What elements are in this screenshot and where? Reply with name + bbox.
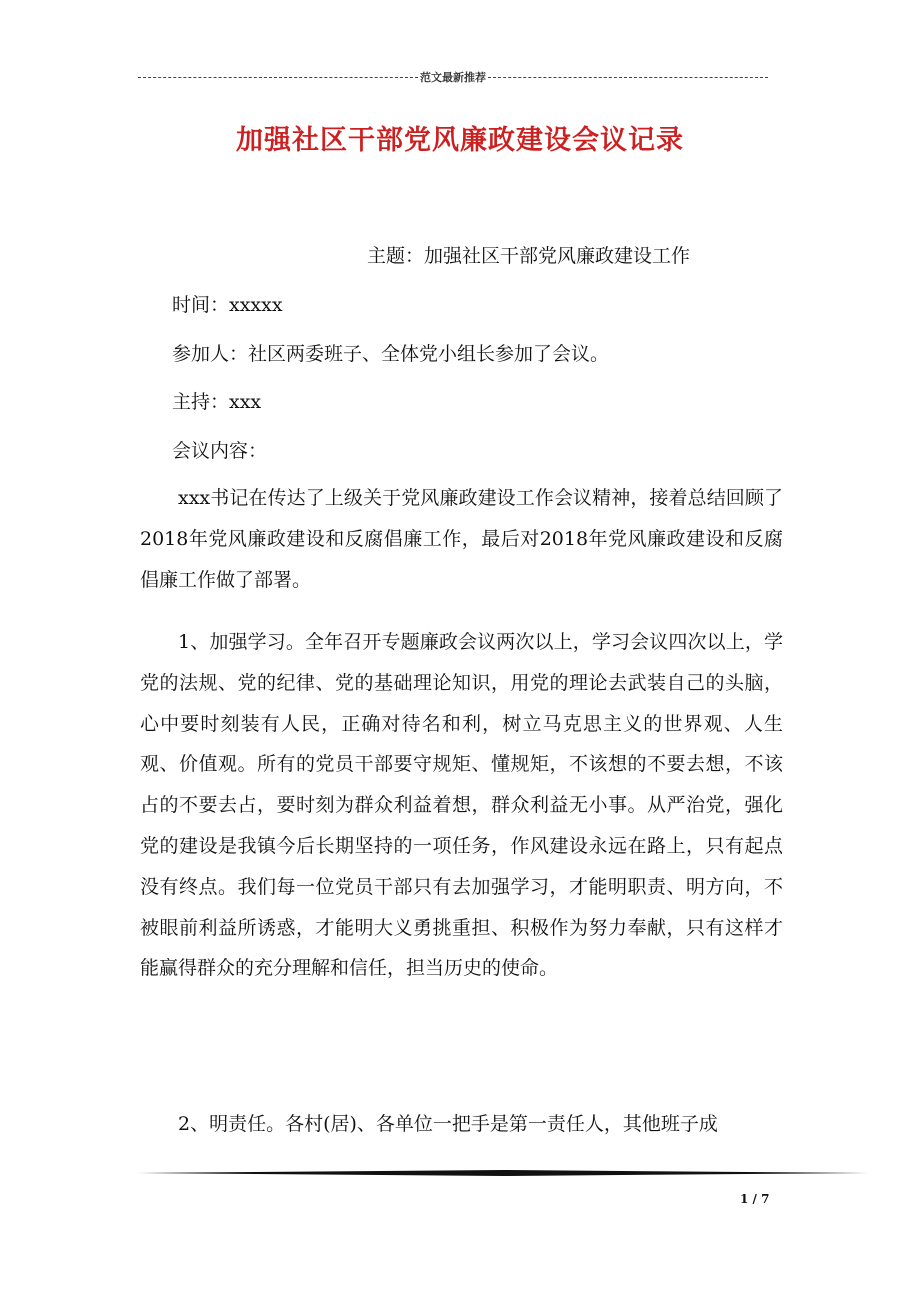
- meeting-subject: 主题：加强社区干部党风廉政建设工作: [367, 245, 691, 267]
- header-dash-right: [488, 77, 768, 78]
- paragraph-intro: xxx书记在传达了上级关于党风廉政建设工作会议精神，接着总结回顾了2018年党风廉政建设和反腐倡廉工作，最后对2018年党风廉政建设和反腐倡廉工作做了部署。: [140, 487, 783, 591]
- paragraph-responsibility: 2、明责任。各村(居)、各单位一把手是第一责任人，其他班子成: [178, 1113, 718, 1135]
- footer-rule: [138, 1170, 868, 1176]
- document-title: 加强社区干部党风廉政建设会议记录: [236, 125, 684, 156]
- header-label: 范文最新推荐: [420, 71, 486, 84]
- page-header: [138, 68, 768, 86]
- paragraph-study: 1、加强学习。全年召开专题廉政会议两次以上，学习会议四次以上，学党的法规、党的纪律、党的基础理论知识，用党的理论去武装自己的头脑，心中要时刻装有人民，正确对待名和利，树立马克思主义的世界观、人生观、价值观。所有的党员干部要守规矩、懂规矩，不该想的不要去想，不该占的不要去占，要时刻为群众利益着想，群众利益无小事。从严治党，强化党的建设是我镇今后长期坚持的一项任务，作风建设永远在路上，只有起点没有终点。我们每一位党员干部只有去加强学习，才能明职责、明方向，不被眼前利益所诱惑，才能明大义勇挑重担、积极作为努力奉献，只有这样才能赢得群众的充分理解和信任，担当历史的使命。: [140, 631, 783, 980]
- meeting-participants: 参加人：社区两委班子、全体党小组长参加了会议。: [172, 343, 610, 365]
- page-number: 1 / 7: [740, 1192, 770, 1206]
- meeting-time: 时间：xxxxx: [172, 294, 283, 316]
- meeting-host: 主持：xxx: [172, 391, 262, 413]
- header-dash-left: [138, 77, 418, 78]
- meeting-content-label: 会议内容：: [172, 440, 268, 462]
